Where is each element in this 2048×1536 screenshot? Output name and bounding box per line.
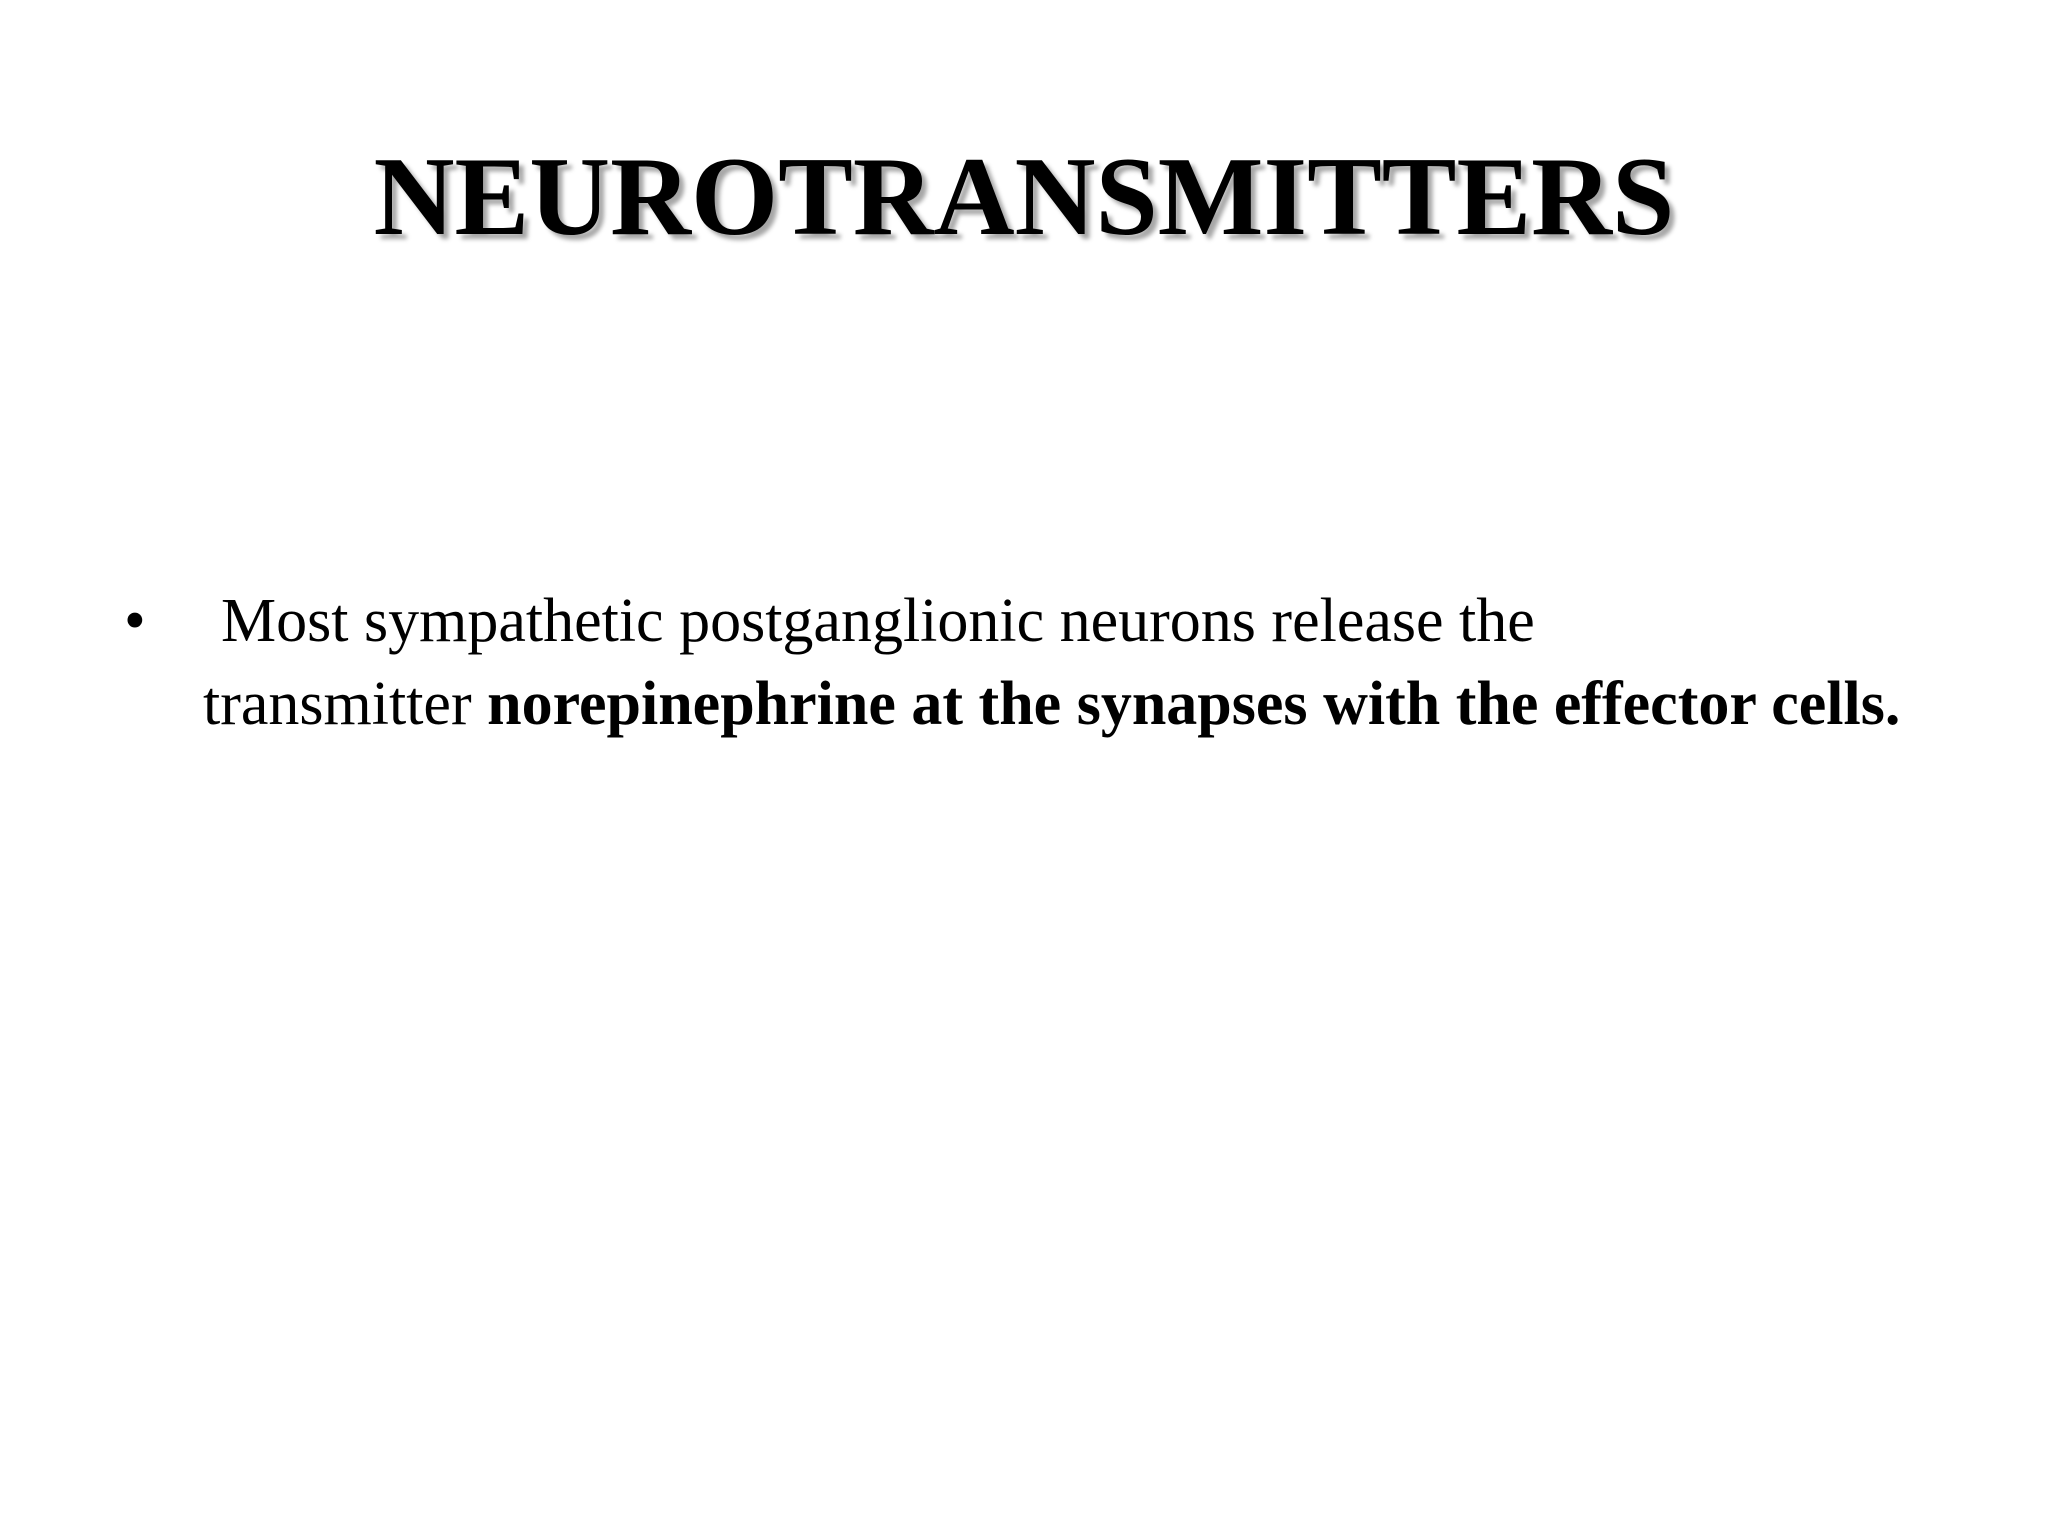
bullet-emphasis-text: norepinephrine at the synapses with the effector cells. <box>487 670 1901 738</box>
bullet-item <box>0 580 2048 746</box>
bullet-text-line2-prefix: transmitter <box>203 670 488 738</box>
bullet-marker: • <box>124 587 146 655</box>
slide-content <box>0 580 2048 746</box>
bullet-text-line1: Most sympathetic postganglionic neurons release the <box>221 587 1535 655</box>
slide-title: NEUROTRANSMITTERS <box>373 135 1675 259</box>
bullet-list <box>0 580 2048 746</box>
